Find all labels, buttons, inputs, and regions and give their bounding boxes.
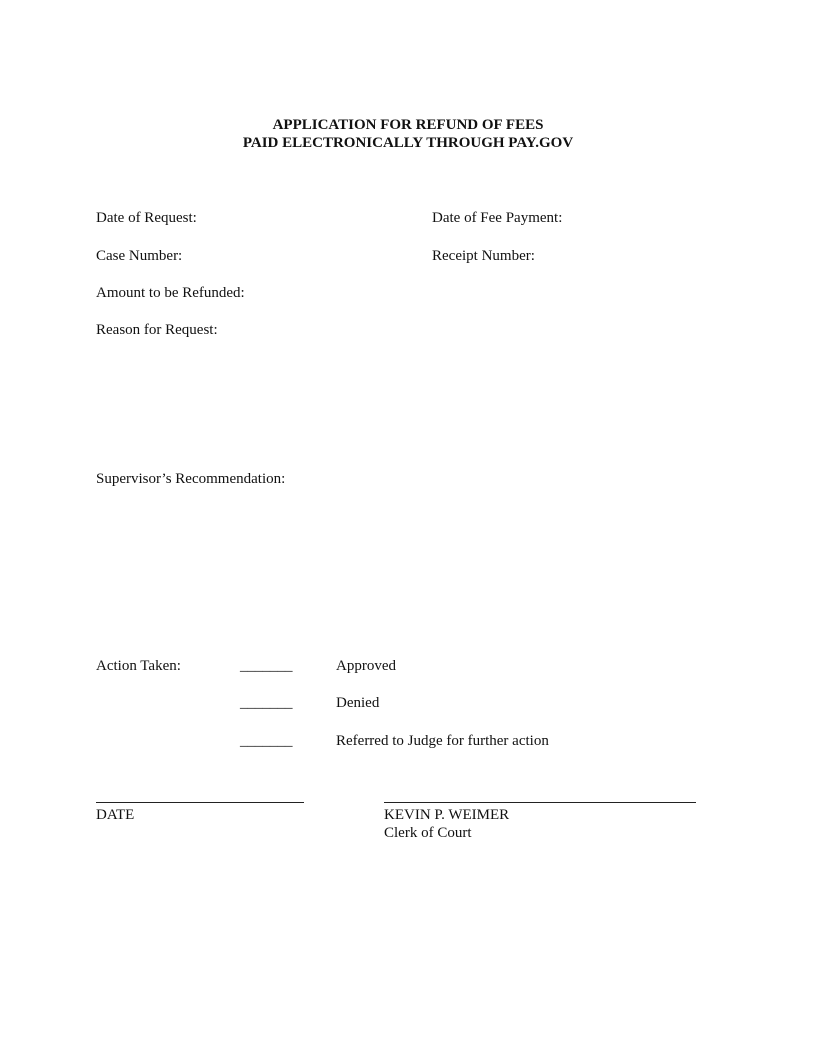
approved-option: Approved [336, 658, 396, 674]
reason-label: Reason for Request: [96, 322, 218, 338]
supervisor-recommendation-label: Supervisor’s Recommendation: [96, 471, 286, 487]
denied-option: Denied [336, 695, 380, 711]
action-taken-label: Action Taken: [96, 658, 181, 674]
amount-refunded-label: Amount to be Refunded: [96, 285, 245, 301]
date-label: DATE [96, 807, 135, 823]
referred-blank: _______ [240, 733, 293, 749]
date-signature-line [96, 802, 304, 803]
clerk-name: KEVIN P. WEIMER [384, 807, 510, 823]
date-of-fee-payment-label: Date of Fee Payment: [432, 210, 563, 226]
clerk-role: Clerk of Court [384, 825, 472, 841]
case-number-label: Case Number: [96, 248, 183, 264]
form-title-line1: APPLICATION FOR REFUND OF FEES [272, 117, 544, 133]
approved-blank: _______ [240, 658, 293, 674]
form-title-line2: PAID ELECTRONICALLY THROUGH PAY.GOV [242, 135, 574, 151]
receipt-number-label: Receipt Number: [432, 248, 535, 264]
clerk-signature-line [384, 802, 696, 803]
date-of-request-label: Date of Request: [96, 210, 197, 226]
referred-option: Referred to Judge for further action [336, 733, 549, 749]
denied-blank: _______ [240, 695, 293, 711]
